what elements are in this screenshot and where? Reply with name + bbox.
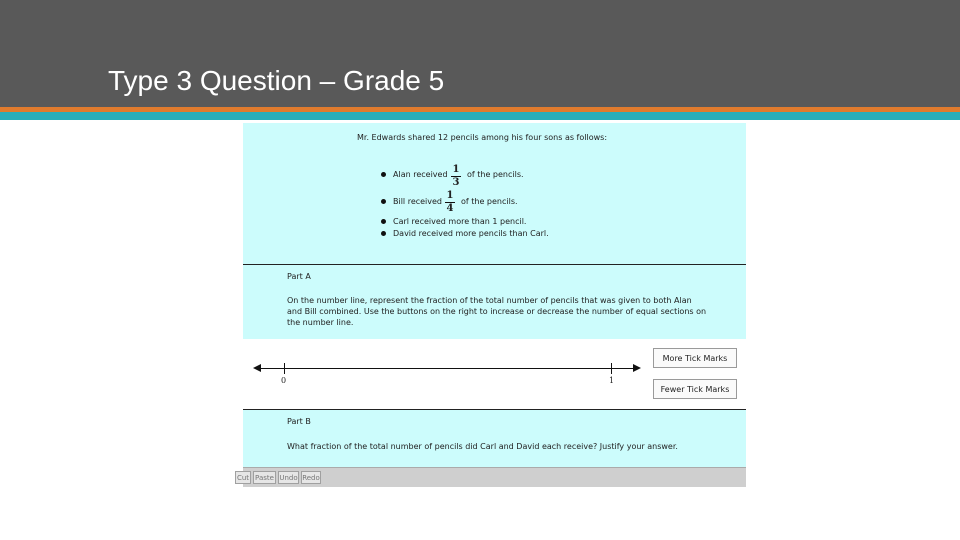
bullet-carl-text: Carl received more than 1 pencil. xyxy=(393,217,527,226)
divider xyxy=(243,264,746,265)
part-a-text: On the number line, represent the fraction of the total number of pencils that was given to both Alan and Bill combined. Use the buttons on the right to increase or decrease the number of equal sections on the number line. xyxy=(287,296,707,327)
part-b-label: Part B xyxy=(287,417,311,426)
tick-mark-zero xyxy=(284,363,285,374)
fraction-one-third xyxy=(451,165,461,188)
bullet-david-text: David received more pencils than Carl. xyxy=(393,229,549,238)
redo-button[interactable]: Redo xyxy=(301,471,321,484)
more-tick-marks-button[interactable]: More Tick Marks xyxy=(653,348,737,368)
bullet-dot xyxy=(381,172,386,177)
bullet-dot xyxy=(381,199,386,204)
editor-toolbar xyxy=(236,467,746,487)
cut-button[interactable]: Cut xyxy=(235,471,251,484)
bullet-dot xyxy=(381,219,386,224)
bullet-dot xyxy=(381,231,386,236)
part-a-label: Part A xyxy=(287,272,311,281)
divider xyxy=(243,409,746,410)
fraction-denominator: 4 xyxy=(446,203,454,214)
fraction-numerator: 1 xyxy=(452,164,460,175)
arrow-right-icon xyxy=(633,364,641,372)
number-line xyxy=(257,368,637,369)
question-screenshot xyxy=(236,123,746,486)
arrow-left-icon xyxy=(253,364,261,372)
fewer-tick-marks-button[interactable]: Fewer Tick Marks xyxy=(653,379,737,399)
question-stem: Mr. Edwards shared 12 pencils among his four sons as follows: xyxy=(357,133,608,142)
fraction-numerator: 1 xyxy=(446,190,454,201)
slide-header xyxy=(0,0,960,107)
slide-title: Type 3 Question – Grade 5 xyxy=(108,65,445,96)
fraction-one-fourth xyxy=(445,191,455,214)
tick-label-zero: 0 xyxy=(281,376,287,385)
header-stripe-teal xyxy=(0,112,960,120)
bullet-alan-post: of the pencils. xyxy=(467,170,524,179)
tick-label-one: 1 xyxy=(609,376,615,385)
tick-mark-one xyxy=(611,363,612,374)
part-b-text: What fraction of the total number of pencils did Carl and David each receive? Justify your answer. xyxy=(287,442,678,451)
bullet-alan-pre: Alan received xyxy=(393,170,448,179)
bullet-bill-pre: Bill received xyxy=(393,197,443,206)
paste-button[interactable]: Paste xyxy=(253,471,276,484)
bullet-bill-post: of the pencils. xyxy=(461,197,518,206)
undo-button[interactable]: Undo xyxy=(278,471,299,484)
fraction-denominator: 3 xyxy=(452,177,460,188)
number-line-panel xyxy=(243,339,746,409)
